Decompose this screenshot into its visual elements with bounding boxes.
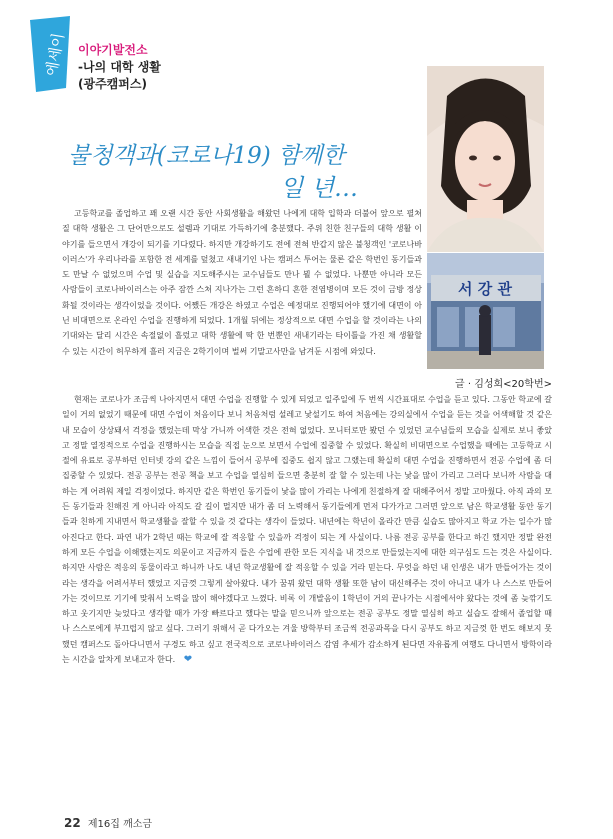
- section-title-line1: 이야기발전소: [78, 43, 148, 57]
- section-badge: [26, 14, 74, 92]
- building-sign: 서 강 관: [458, 280, 512, 298]
- article-paragraph-2: [62, 392, 552, 667]
- article-paragraph-1: [62, 206, 422, 359]
- issue-label: 제16집 깨소금: [87, 819, 153, 830]
- badge-graphic: [26, 14, 74, 92]
- section-title-line2: -나의 대학 생활: [78, 60, 161, 74]
- badge-text: 에세이: [42, 31, 68, 78]
- portrait-photo: [427, 66, 544, 252]
- page-number: 22: [64, 816, 81, 830]
- section-title-line3: (광주캠퍼스): [78, 77, 147, 91]
- section-title: [78, 42, 161, 93]
- headline-line1: 불청객과(코로나19) 함께한: [68, 143, 345, 169]
- building-photo: [427, 253, 544, 369]
- author-caption: 글 · 김성희<20학번>: [455, 379, 552, 390]
- article-text-1: 고등학교를 졸업하고 꽤 오랜 시간 동안 사회생활을 해왔던 나에게 대학 입학과 더불어 앞으로 펼쳐질 대학 생활은 그 단어만으로도 설렘과 기대로 가득하기에 충분했다. 주위 친한 친구들의 대학 생활 이야기를 들으면서 개강이 되기를 기다렸다. 하지만 개강하기도 전에 전혀 반갑지 않은 불청객인 '코로나바이러스'가 우리나라를 포함한 전 세계를 덮쳤고 새내기인 나는 캠퍼스 투어는 물론 같은 학번인 동기들과도 만날 수 없었으며 수업 및 실습을 지도해주시는 교수님들도 만나 뵐 수 없었다. 나뿐만 아니라 모든 사람들이 코로나바이러스는 아주 잠깐 스쳐 지나가는 그런 흔하디 흔한 전염병이며 모든 것이 금방 정상화될 것이라는 생각이었을 것이다. 어쨌든 개강은 하였고 수업은 예정대로 진행되어야 했기에 대면이 아닌 비대면으로 온라인 수업을 진행하게 되었다. 1개월 뒤에는 정상적으로 대면 수업을 할 것이라는 나의 기대와는 달리 시간은 속절없이 흘렀고 대학 생활에 딱 한 번뿐인 새내기라는 타이틀을 가진 채 생활할 수 있는 시간이 허무하게 흘러 지금은 2학기이며 벌써 기말고사만을 남겨둔 시점에 와있다.: [62, 209, 422, 356]
- page-footer: [64, 815, 152, 830]
- article-text-2: 현재는 코로나가 조금씩 나아지면서 대면 수업을 진행할 수 있게 되었고 일주일에 두 번씩 시간표대로 수업을 듣고 있다. 그동안 학교에 갈 일이 거의 없었기 때문에 대면 수업이 처음이다 보니 처음처럼 설레고 낯설기도 하여 처음에는 강의실에서 수업을 듣는 것을 어색해할 것 같은 내 모습이 상상돼서 걱정을 했었는데 막상 가니까 어색한 것은 전혀 없었다. 모니터로만 봤던 수 있었던 교수님들의 모습을 실제로 보니 좋았고 정말 열정적으로 수업을 진행하시는 모습을 직접 눈으로 보면서 수업에 집중할 수 있었다. 확실히 비대면으로 수업했을 때에는 고등학교 시절에 유료로 공부하던 인터넷 강의 같은 느낌이 들어서 공부에 집중도 쉽지 않고 그랬는데 확실히 대면 수업을 진행하면서 전공 수업에 좀 더 집중할 수 있었다. 전공 공부는 전공 책을 보고 수업을 열심히 들으면 충분히 잘 할 수 있는데 나는 낯을 많이 가리고 그러다 보니까 사람을 대하는 게 어려워 제일 걱정이었다. 하지만 같은 학번인 동기들이 낯을 많이 가리는 나에게 친절하게 잘 대해주어서 정말 고마웠다. 아직 과의 모든 동기들과 친해진 게 아니라 아직도 갈 길이 멀지만 내가 좀 더 노력해서 동기들에게 먼저 다가가고 그러면 앞으로 남은 학교생활 동안 동기들과 친하게 지내면서 학교생활을 잘할 수 있을 것 같다는 생각이 들었다. 내년에는 학년이 올라간 만큼 실습도 많아지고 학교 가는 일수가 많아진다고 한다. 파연 내가 2학년 때는 학교에 잘 적응할 수 있을까 걱정이 되는 게 사실이다. 나름 전공 공부를 한다고 하긴 했지만 정말 완전하게 모든 수업을 이해했는지도 의문이고 지금까지 들은 수업에 관한 모든 지식을 내 것으로 만들었는지에 대한 의구심도 드는 것은 사실이다. 하지만 사람은 적응의 동물이라고 하니까 나도 내년 학교생활에 잘 적응할 수 있을 거라 믿는다. 무엇을 하던 내 인생은 내가 만들어가는 것이라는 생각을 어려서부터 했었고 지금껏 그렇게 살아왔다. 내가 꿈꿔 왔던 대학 생활 또한 남이 대신해주는 것이 아니고 내가 나 스스로 만들어가는 것이므로 기기에 맞춰서 노력을 많이 해야겠다고 느꼈다. 비록 이 개발음이 1학년이 거의 끝나가는 시점에서야 왔다는 것에 좀 늦깎기도 하고 웃기지만 늦었다고 생각할 때가 가장 빠르다고 했다는 말을 믿으니까 앞으로는 전공 공부도 정말 열심히 하고 실습도 잘해서 졸업할 때 나 스스로에게 부끄럽지 않고 싶다. 그러기 위해서 곧 다가오는 겨울 방학부터 조금씩 전공과목을 다시 공부도 하고 지금껏 한 번도 해보지 못했던 캠퍼스도 돌아다니면서 구경도 하고 싶고 전국적으로 코로나바이러스 감염 추세가 감소하게 된다면 자유롭게 여행도 다니면서 방학이라는 시간을 알차게 보내고자 한다.: [62, 395, 552, 665]
- headline: [68, 140, 428, 204]
- headline-line2: 일 년…: [280, 174, 358, 202]
- heart-icon: ❤: [183, 654, 193, 666]
